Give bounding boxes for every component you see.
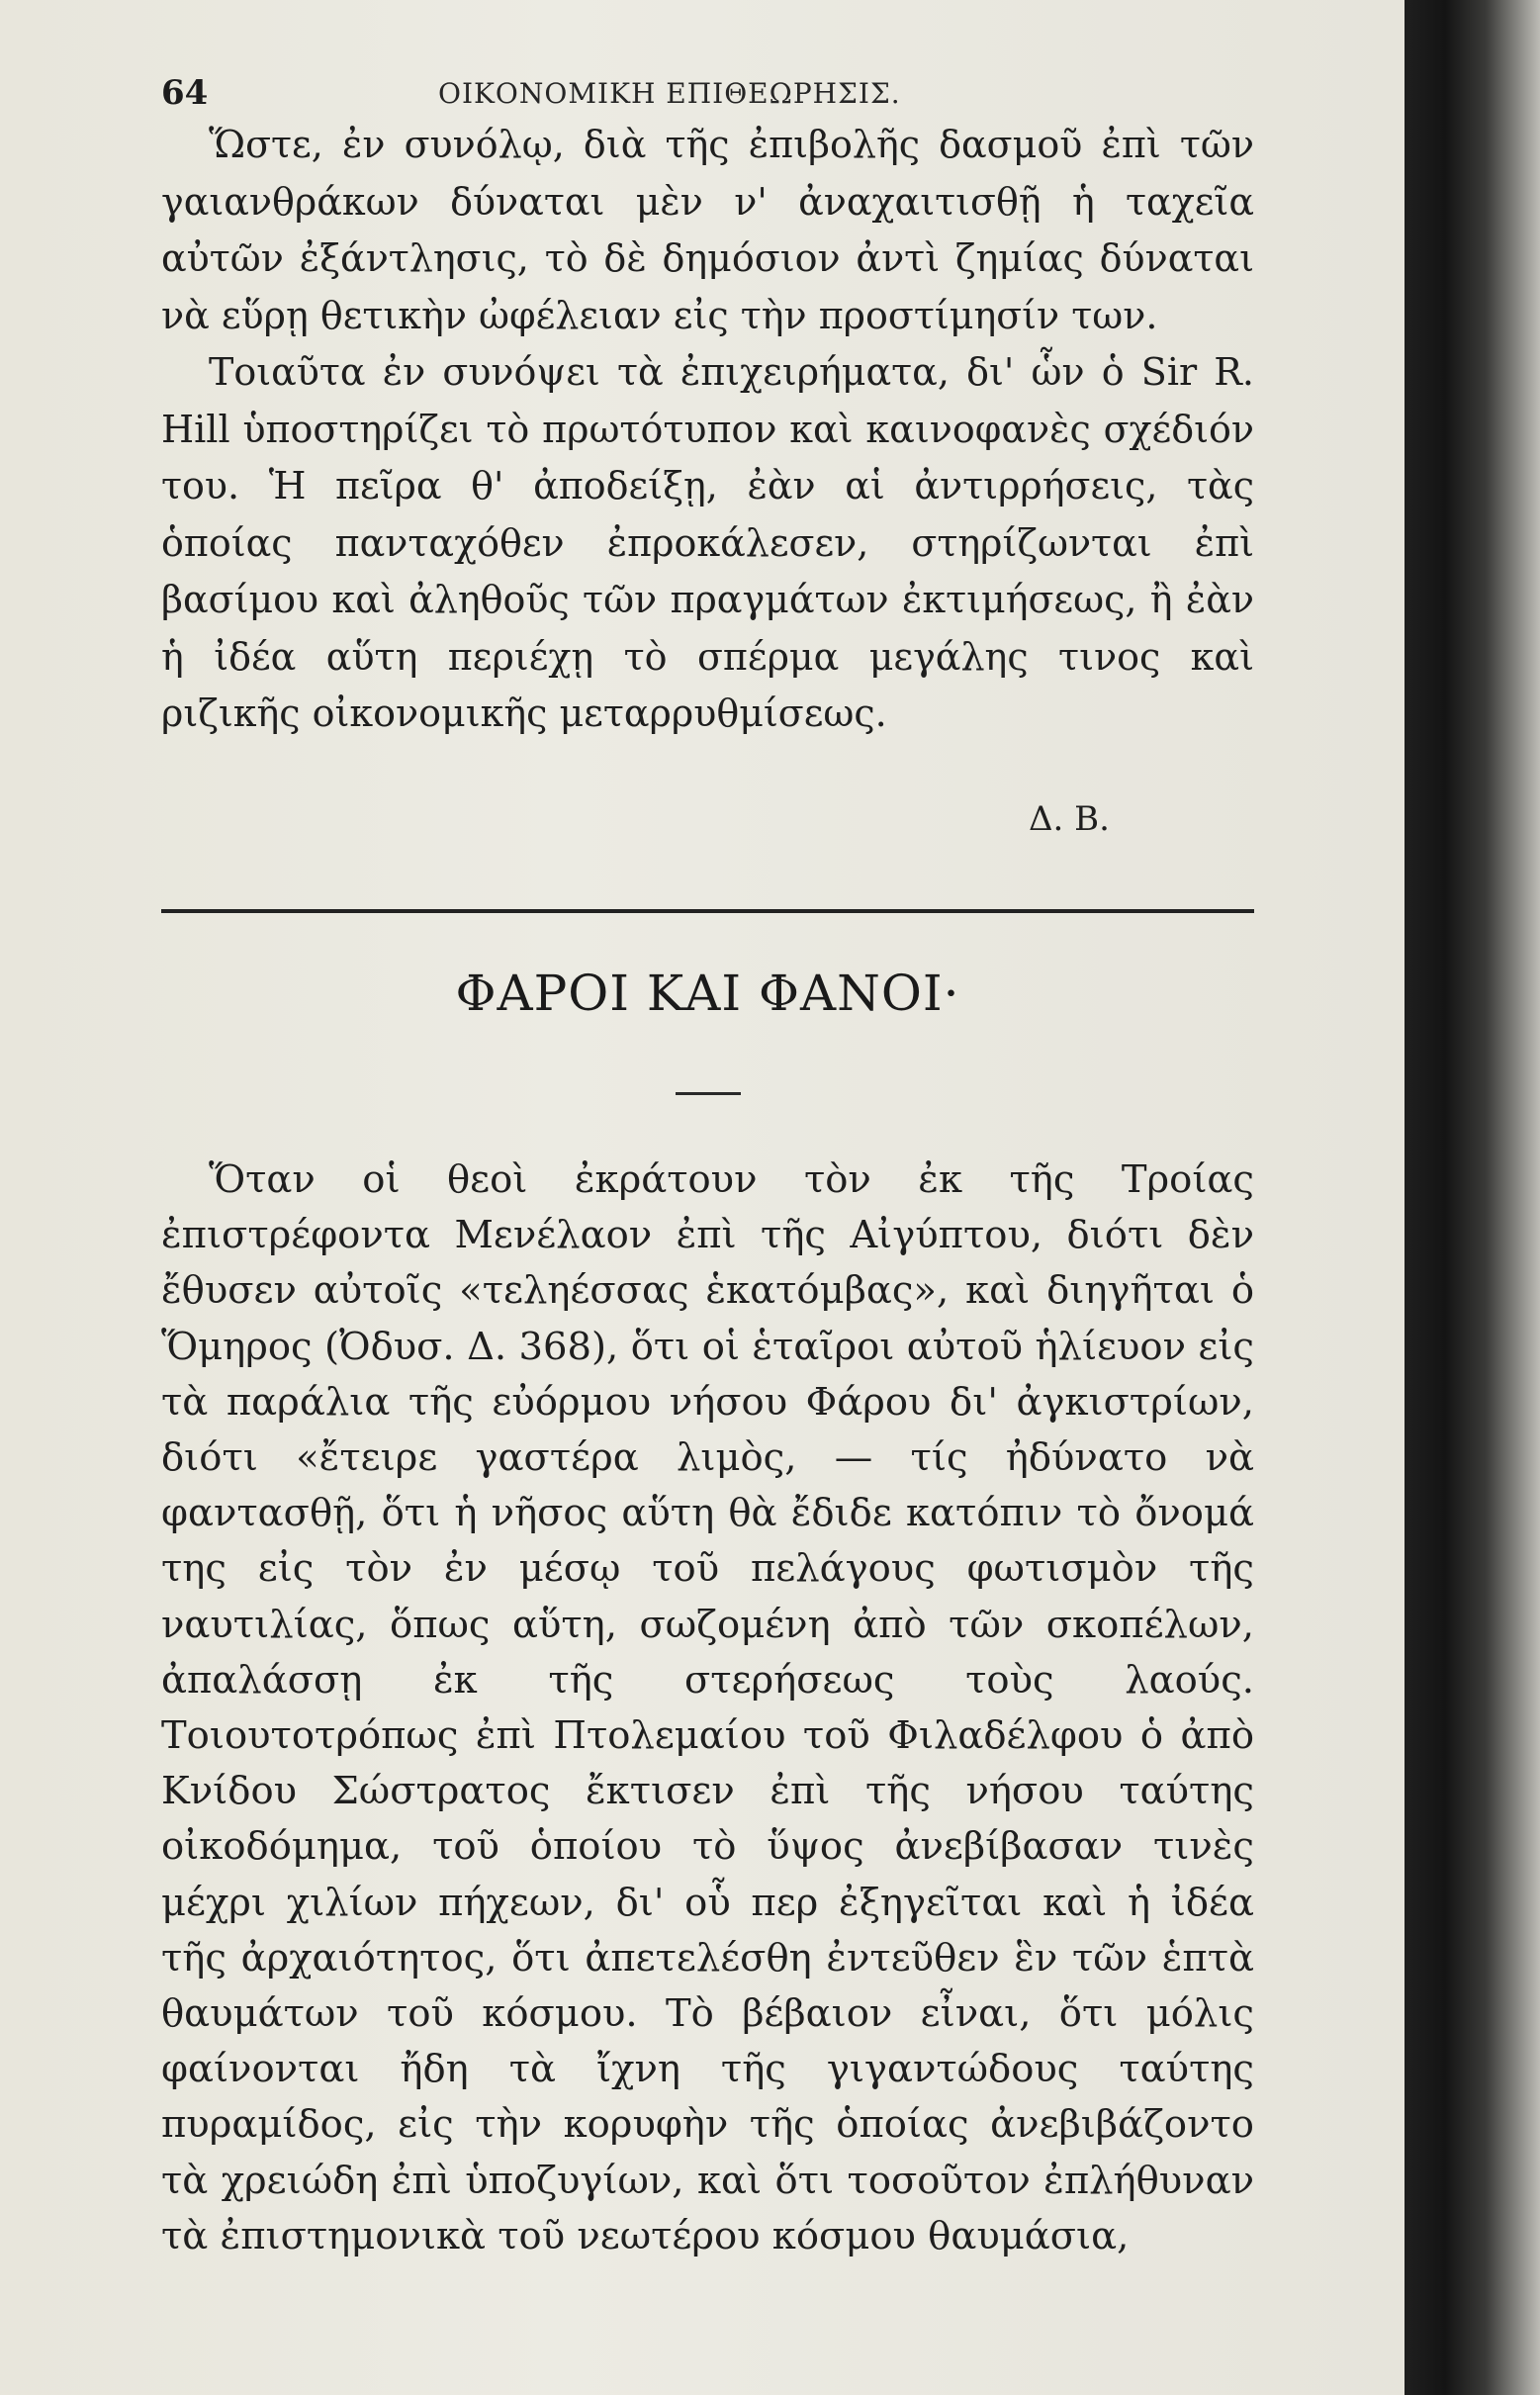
page-header xyxy=(161,73,1254,113)
paragraph: Ὅταν οἱ θεοὶ ἐκράτουν τὸν ἐκ τῆς Τροίας ἐπιστρέφοντα Μενέλαον ἐπὶ τῆς Αἰγύπτου, διότι δὲν ἔθυσεν αὐτοῖς «τεληέσσας ἑκατόμβας», καὶ διηγῆται ὁ Ὅμηρος (Ὀδυσ. Δ. 368), ὅτι οἱ ἑταῖροι αὐτοῦ ἡλίευον εἰς τὰ παράλια τῆς εὐόρμου νήσου Φάρου δι' ἀγκιστρίων, διότι «ἔτειρε γαστέρα λιμὸς, — τίς ἠδύνατο νὰ φαντασθῇ, ὅτι ἡ νῆσος αὕτη θὰ ἔδιδε κατόπιν τὸ ὄνομά της εἰς τὸν ἐν μέσῳ τοῦ πελάγους φωτισμὸν τῆς ναυτιλίας, ὅπως αὕτη, σωζομένη ἀπὸ τῶν σκοπέλων, ἀπαλάσσῃ ἐκ τῆς στερήσεως τοὺς λαούς. Τοιουτοτρόπως ἐπὶ Πτολεμαίου τοῦ Φιλαδέλφου ὁ ἀπὸ Κνίδου Σώστρατος ἔκτισεν ἐπὶ τῆς νήσου ταύτης οἰκοδόμημα, τοῦ ὁποίου τὸ ὕψος ἀνεβίβασαν τινὲς μέχρι χιλίων πήχεων, δι' οὗ περ ἐξηγεῖται καὶ ἡ ἰδέα τῆς ἀρχαιότητος, ὅτι ἀπετελέσθη ἐντεῦθεν ἓν τῶν ἑπτὰ θαυμάτων τοῦ κόσμου. Τὸ βέβαιον εἶναι, ὅτι μόλις φαίνονται ἤδη τὰ ἴχνη τῆς γιγαντώδους ταύτης πυραμίδος, εἰς τὴν κορυφὴν τῆς ὁποίας ἀνεβιβάζοντο τὰ χρειώδη ἐπὶ ὑποζυγίων, καὶ ὅτι τοσοῦτον ἐπλήθυναν τὰ ἐπιστημονικὰ τοῦ νεωτέρου κόσμου θαυμάσια, xyxy=(161,1157,1254,2258)
section-divider xyxy=(161,909,1254,913)
article-one-body xyxy=(161,117,1254,743)
author-signature: Δ. Β. xyxy=(1029,799,1110,839)
paragraph: Ὥστε, ἐν συνόλῳ, διὰ τῆς ἐπιβολῆς δασμοῦ ἐπὶ τῶν γαιανθράκων δύναται μὲν ν' ἀναχαιτισθῇ ἡ ταχεῖα αὐτῶν ἐξάντλησις, τὸ δὲ δημόσιον ἀντὶ ζημίας δύναται νὰ εὕρῃ θετικὴν ὠφέλειαν εἰς τὴν προστίμησίν των. xyxy=(161,123,1254,337)
title-underline xyxy=(676,1092,741,1095)
running-title: ΟΙΚΟΝΟΜΙΚΗ ΕΠΙΘΕΩΡΗΣΙΣ. xyxy=(438,77,901,110)
paragraph: Τοιαῦτα ἐν συνόψει τὰ ἐπιχειρήματα, δι' ὧν ὁ Sir R. Hill ὑποστηρίζει τὸ πρωτότυπον καὶ καινοφανὲς σχέδιόν του. Ἡ πεῖρα θ' ἀποδείξῃ, ἐὰν αἱ ἀντιρρήσεις, τὰς ὁποίας πανταχόθεν ἐπροκάλεσεν, στηρίζωνται ἐπὶ βασίμου καὶ ἀληθοῦς τῶν πραγμάτων ἐκτιμήσεως, ἢ ἐὰν ἡ ἰδέα αὕτη περιέχῃ τὸ σπέρμα μεγάλης τινος καὶ ριζικῆς οἰκονομικῆς μεταρρυθμίσεως. xyxy=(161,350,1254,735)
article-two-body xyxy=(161,1152,1254,2264)
page-binding-edge xyxy=(1404,0,1540,2395)
page-number: 64 xyxy=(161,73,209,113)
section-title: ΦΑΡΟΙ ΚΑΙ ΦΑΝΟΙ· xyxy=(455,965,960,1022)
